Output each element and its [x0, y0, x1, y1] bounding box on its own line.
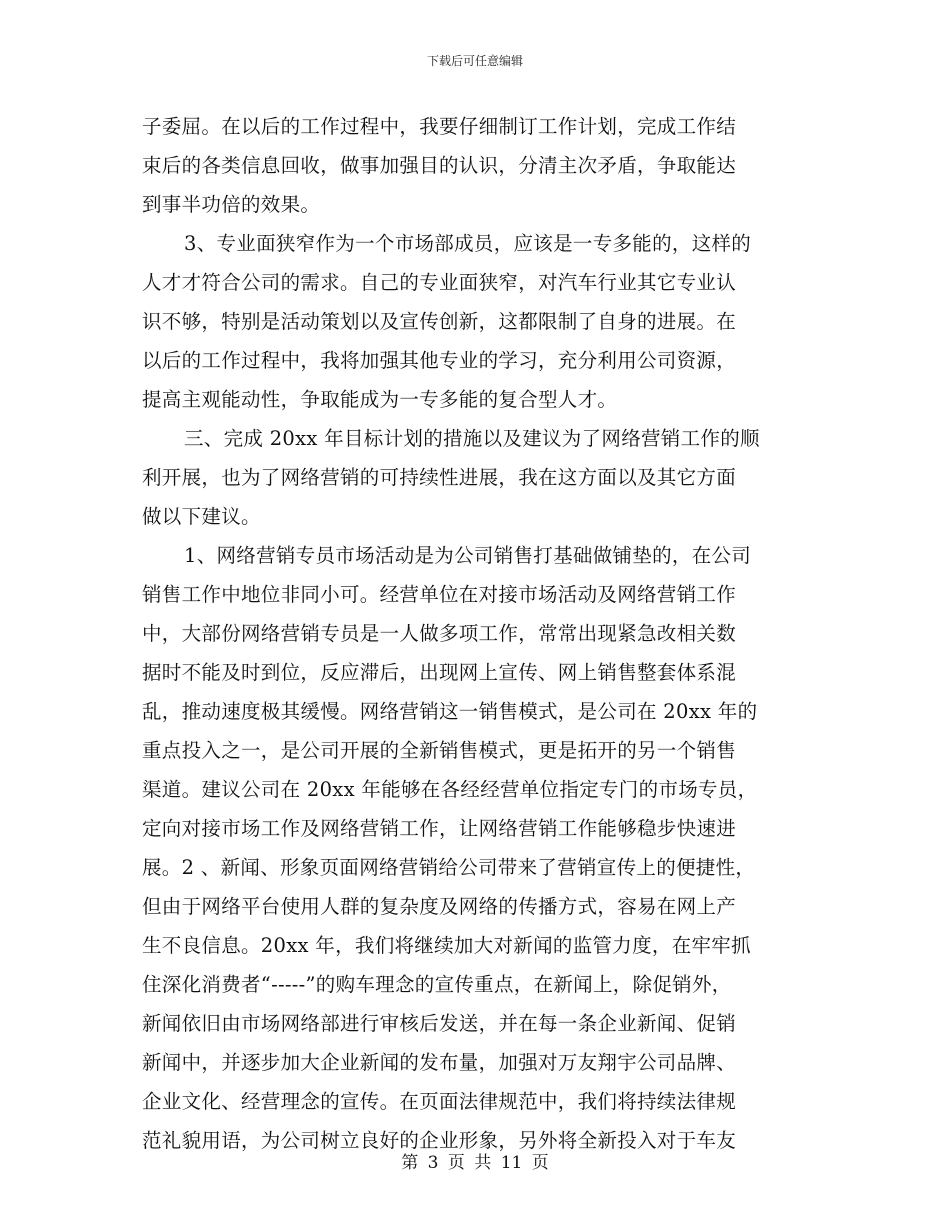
body-line: 住深化消费者“-----”的购车理念的宣传重点，在新闻上，除促销外， — [142, 973, 732, 996]
page-header: 下载后可任意编辑 — [426, 54, 523, 68]
body-line: 束后的各类信息回收，做事加强目的认识，分清主次矛盾，争取能达 — [142, 154, 737, 177]
body-line: 中，大部份网络营销专员是一人做多项工作，常常出现紧急改相关数 — [142, 622, 737, 645]
body-line: 渠道。建议公司在 20xx 年能够在各经经营单位指定专门的市场专员， — [142, 778, 758, 801]
body-line: 识不够，特别是活动策划以及宣传创新，这都限制了自身的进展。在 — [142, 310, 737, 333]
body-line: 新闻依旧由市场网络部进行审核后发送，并在每一条企业新闻、促销 — [142, 1012, 737, 1035]
body-line: 人才才符合公司的需求。自己的专业面狭窄，对汽车行业其它专业认 — [142, 271, 737, 294]
body-line: 生不良信息。20xx 年，我们将继续加大对新闻的监管力度，在牢牢抓 — [142, 934, 751, 957]
body-line: 范礼貌用语，为公司树立良好的企业形象，另外将全新投入对于车友 — [142, 1129, 737, 1152]
body-line: 到事半功倍的效果。 — [142, 193, 321, 216]
body-line: 企业文化、经营理念的宣传。在页面法律规范中，我们将持续法律规 — [142, 1090, 737, 1113]
body-line: 据时不能及时到位，反应滞后，出现网上宣传、网上销售整套体系混 — [142, 661, 737, 684]
body-line: 乱，推动速度极其缓慢。网络营销这一销售模式，是公司在 20xx 年的 — [142, 700, 758, 723]
page-footer — [0, 1152, 950, 1174]
page-total-prefix: 共 — [474, 1153, 492, 1173]
page-label-mid: 页 — [447, 1153, 465, 1173]
body-line: 销售工作中地位非同小可。经营单位在对接市场活动及网络营销工作 — [142, 583, 737, 606]
body-line: 利开展，也为了网络营销的可持续性进展，我在这方面以及其它方面 — [142, 466, 737, 489]
body-line: 展。2 、新闻、形象页面网络营销给公司带来了营销宣传上的便捷性， — [142, 856, 756, 879]
body-line: 但由于网络平台使用人群的复杂度及网络的传播方式，容易在网上产 — [142, 895, 737, 918]
page-current-number: 3 — [427, 1153, 439, 1173]
body-line: 定向对接市场工作及网络营销工作，让网络营销工作能够稳步快速进 — [142, 817, 737, 840]
page-label-prefix: 第 — [401, 1153, 419, 1173]
body-line: 新闻中，并逐步加大企业新闻的发布量，加强对万友翔宇公司品牌、 — [142, 1051, 737, 1074]
document-body — [142, 107, 822, 1160]
body-line: 提高主观能动性，争取能成为一专多能的复合型人才。 — [142, 388, 618, 411]
page-total-number: 11 — [500, 1153, 523, 1173]
body-line: 1、网络营销专员市场活动是为公司销售打基础做铺垫的，在公司 — [184, 544, 752, 567]
body-line: 做以下建议。 — [142, 505, 261, 528]
body-line: 重点投入之一，是公司开展的全新销售模式，更是拓开的另一个销售 — [142, 739, 737, 762]
body-line: 三、完成 20xx 年目标计划的措施以及建议为了网络营销工作的顺 — [184, 427, 760, 450]
body-line: 3、专业面狭窄作为一个市场部成员，应该是一专多能的，这样的 — [184, 232, 752, 255]
page-label-suffix: 页 — [531, 1153, 549, 1173]
body-line: 子委屈。在以后的工作过程中，我要仔细制订工作计划，完成工作结 — [142, 115, 737, 138]
body-line: 以后的工作过程中，我将加强其他专业的学习，充分利用公司资源， — [142, 349, 737, 372]
